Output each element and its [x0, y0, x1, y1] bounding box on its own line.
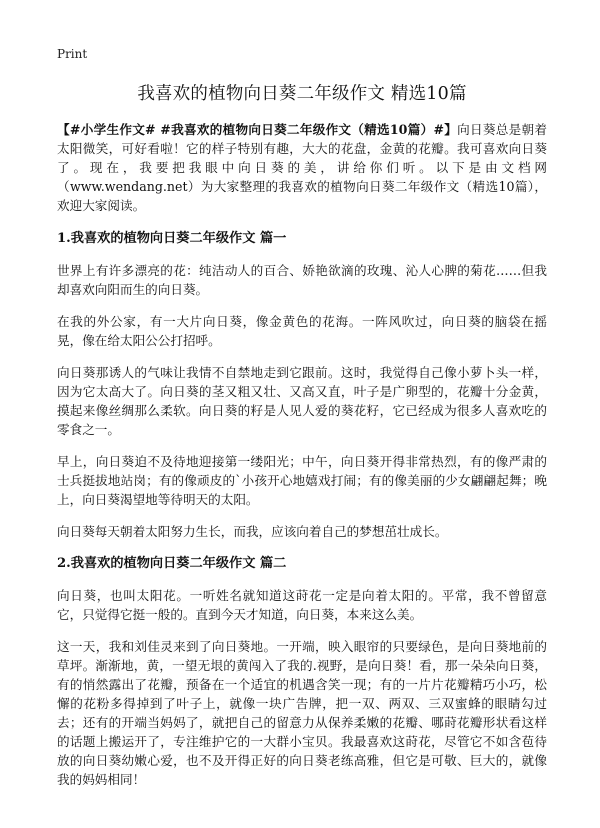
paragraph: 向日葵那诱人的气味让我情不自禁地走到它跟前。这时，我觉得自己像小萝卜头一样，因为它太高大了。向日葵的茎又粗又壮、又高又直，叶子是广卵型的，花瓣十分金黄，摸起来像丝绸那么柔软。向日葵的籽是人见人爱的葵花籽，它已经成为很多人喜欢吃的零食之一。 — [57, 365, 547, 437]
paragraph: 早上，向日葵迫不及待地迎接第一缕阳光；中午，向日葵开得非常热烈，有的像严肃的士兵挺拔地站岗；有的像顽皮的`小孩开心地嬉戏打闹；有的像美丽的少女翩翩起舞；晚上，向日葵渴望地等待明天的太阳。 — [57, 454, 547, 507]
paragraph: 这一天，我和刘佳灵来到了向日葵地。一开端，映入眼帘的只要绿色，是向日葵地前的草坪。渐渐地，黄，一望无垠的黄闯入了我的.视野，是向日葵！看，那一朵朵向日葵，有的悄然露出了花瓣，预备在一个适宜的机遇含笑一现；有的一片片花瓣精巧小巧，松懈的花粉多得掉到了叶子上，就像一块广告牌，把一双、两双、三双蜜蜂的眼睛勾过去；还有的开端当妈妈了，就把自己的留意力从保养柔嫩的花瓣、哪莳花瓣形状看这样的话题上搬运开了，专注维护它的一大群小宝贝。我最喜欢这莳花，尽管它不如含苞待放的向日葵幼嫩心爱，也不及开得正好的向日葵老练高雅，但它是可敬、巨大的，就像我的妈妈相同！ — [57, 639, 547, 787]
paragraph: 在我的外公家，有一大片向日葵，像金黄色的花海。一阵风吹过，向日葵的脑袋在摇晃，像在给太阳公公打招呼。 — [57, 314, 547, 348]
page-title: 我喜欢的植物向日葵二年级作文 精选10篇 — [137, 84, 467, 104]
section-heading-2: 2.我喜欢的植物向日葵二年级作文 篇二 — [57, 556, 287, 571]
paragraph: 向日葵，也叫太阳花。一听姓名就知道这莳花一定是向着太阳的。平常，我不曾留意它，只觉得它挺一般的。直到今天才知道，向日葵，本来这么美。 — [57, 588, 547, 622]
intro-tag: 【#小学生作文# #我喜欢的植物向日葵二年级作文（精选10篇）#】 — [57, 122, 458, 137]
section-heading-1: 1.我喜欢的植物向日葵二年级作文 篇一 — [57, 231, 287, 246]
paragraph: 向日葵每天朝着太阳努力生长，而我，应该向着自己的梦想茁壮成长。 — [57, 524, 448, 539]
article-body — [57, 120, 547, 802]
intro-paragraph — [57, 120, 547, 215]
intro-text: 向日葵总是朝着太阳微笑，可好看啦！它的样子特别有趣，大大的花盘，金黄的花瓣。我可喜欢向日葵了。现在，我要把我眼中向日葵的美，讲给你们听。以下是由文档网（www.wendang.net）为大家整理的我喜欢的植物向日葵二年级作文（精选10篇），欢迎大家阅读。 — [57, 122, 547, 213]
print-link[interactable]: Print — [57, 47, 88, 61]
paragraph: 世界上有许多漂亮的花：纯洁动人的百合、娇艳欲滴的玫瑰、沁人心脾的菊花……但我却喜欢向阳而生的向日葵。 — [57, 263, 547, 297]
